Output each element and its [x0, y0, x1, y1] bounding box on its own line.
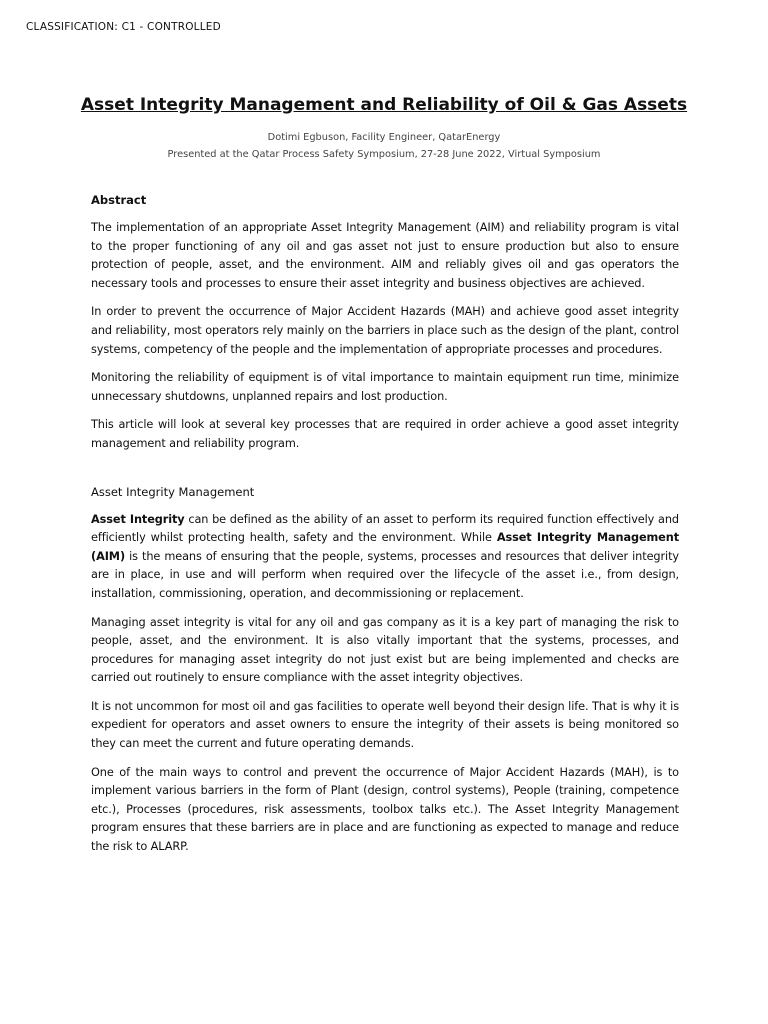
abstract-paragraph-2: In order to prevent the occurrence of Major Accident Hazards (MAH) and achieve good asset integrity and reliability, most operators rely mainly on the barriers in place such as the design of the plant, control systems, competency of the people and the implementation of appropriate processes and procedures. — [91, 305, 679, 356]
aim-paragraph-1-text-a: can be defined as the ability of an asset to perform its required function effectively and efficiently whilst protecting health, safety and the environment. While — [91, 512, 679, 545]
aim-paragraph-2: Managing asset integrity is vital for any oil and gas company as it is a key part of managing the risk to people, asset, and the environment. It is also vitally important that the systems, processes, and procedures for managing asset integrity do not just exist but are being implemented and checks are carried out routinely to ensure compliance with the asset integrity objectives. — [91, 615, 679, 685]
aim-paragraph-1-text-b: is the means of ensuring that the people, systems, processes and resources that deliver integrity are in place, in use and will perform when required over the lifecycle of the asset i.e., from design, installation, commissioning, operation, and decommissioning or replacement. — [91, 549, 679, 600]
aim-paragraph-4: One of the main ways to control and prevent the occurrence of Major Accident Hazards (MAH), is to implement various barriers in the form of Plant (design, control systems), People (training, competence etc.), Processes (procedures, risk assessments, toolbox talks etc.). The Asset Integrity Management program ensures that these barriers are in place and are functioning as expected to manage and reduce the risk to ALARP. — [91, 765, 679, 854]
aim-paragraph-1 — [91, 511, 679, 604]
author-line: Dotimi Egbuson, Facility Engineer, QatarEnergy — [267, 132, 501, 143]
aim-heading: Asset Integrity Management — [91, 484, 255, 499]
aim-term-aim: Asset Integrity Management (AIM) — [91, 531, 679, 563]
event-line: Presented at the Qatar Process Safety Symposium, 27-28 June 2022, Virtual Symposium — [167, 149, 601, 160]
abstract-paragraph-3: Monitoring the reliability of equipment is of vital importance to maintain equipment run time, minimize unnecessary shutdowns, unplanned repairs and lost production. — [91, 371, 679, 403]
document-title: Asset Integrity Management and Reliability of Oil & Gas Assets — [80, 95, 688, 115]
aim-paragraph-3: It is not uncommon for most oil and gas facilities to operate well beyond their design life. That is why it is expedient for operators and asset owners to ensure the integrity of their assets is being monitored so they can meet the current and future operating demands. — [91, 699, 679, 751]
document-body — [91, 193, 679, 867]
aim-term-asset-integrity: Asset Integrity — [91, 512, 185, 526]
abstract-heading: Abstract — [91, 193, 147, 207]
classification-label: CLASSIFICATION: C1 - CONTROLLED — [26, 21, 221, 33]
abstract-paragraph-4: This article will look at several key processes that are required in order achieve a good asset integrity management and reliability program. — [91, 418, 679, 450]
abstract-paragraph-1: The implementation of an appropriate Asset Integrity Management (AIM) and reliability program is vital to the proper functioning of any oil and gas asset not just to ensure production but also to ensure protection of people, asset, and the environment. AIM and reliably gives oil and gas operators the necessary tools and processes to ensure their asset integrity and business objectives are achieved. — [91, 221, 679, 290]
